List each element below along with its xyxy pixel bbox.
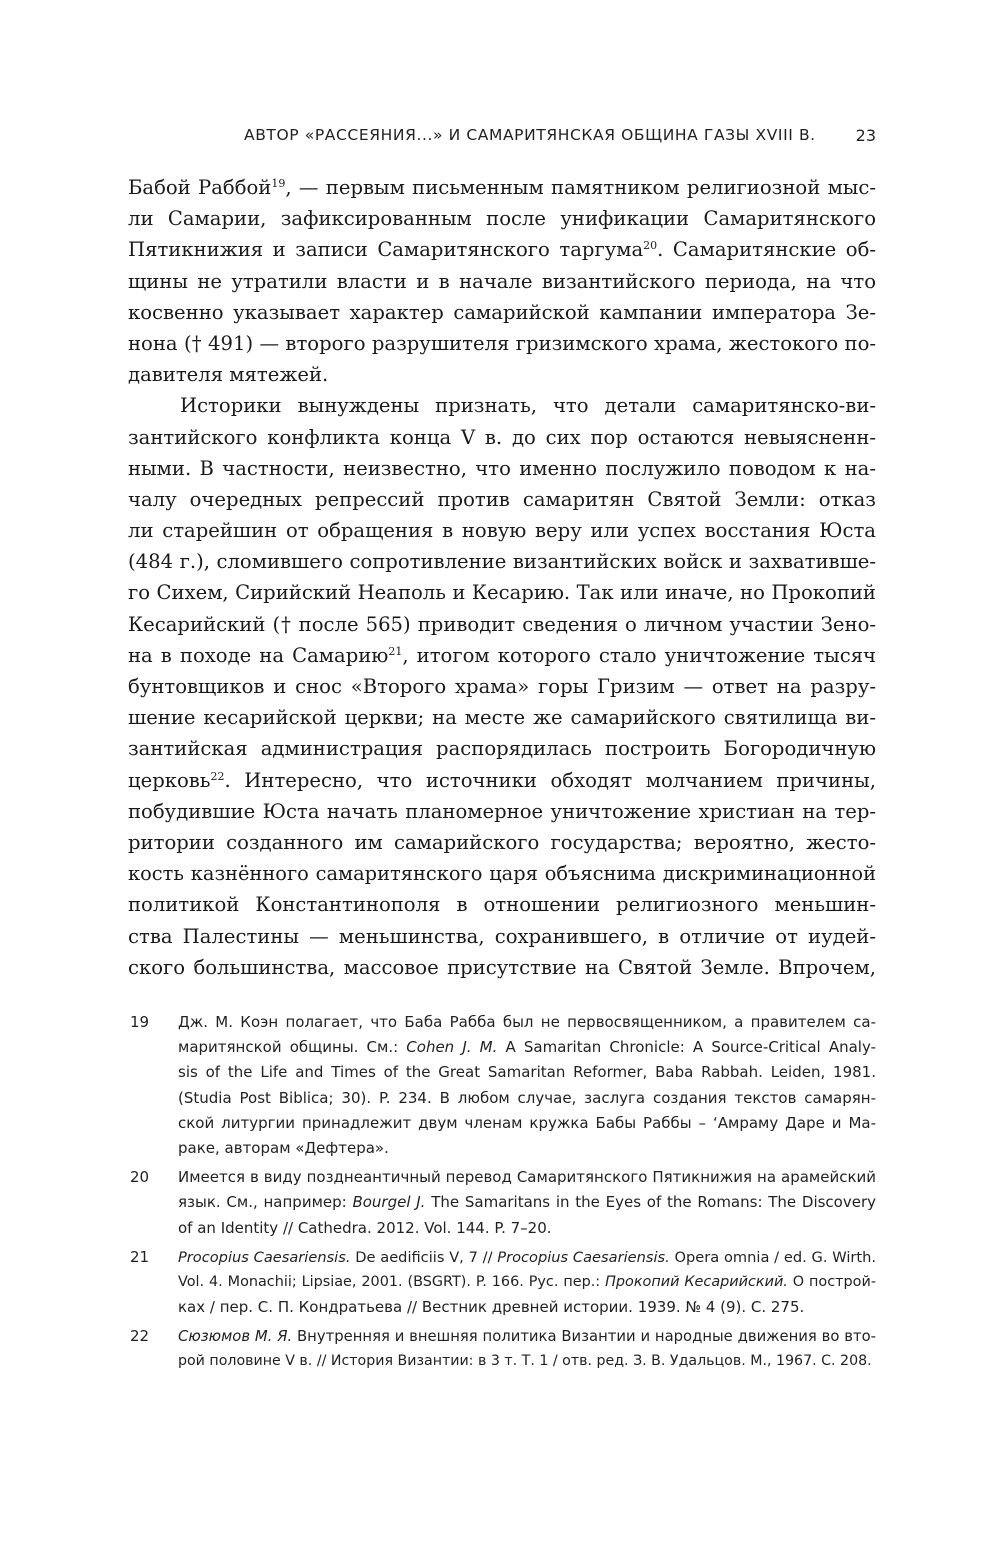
footnote-line: ках / пер. С. П. Кондратьева // Вестник древней истории. 1939. № 4 (9). С. 275. [178, 1298, 805, 1317]
footnote-ref-20[interactable]: 20 [643, 239, 658, 253]
footnote-line: Имеется в виду позднеантичный перевод Самаритянского Пятикнижия на арамейский [178, 1168, 876, 1187]
footnote-22 [128, 1324, 876, 1374]
main-text [128, 172, 876, 983]
text-line: чалу очередных репрессий против самаритян Святой Земли: отказ [128, 487, 876, 511]
text-line: побудившие Юста начать планомерное уничтожение христиан на тер- [128, 799, 876, 823]
text-line: Историки вынуждены признать, что детали самаритянско-ви- [180, 394, 876, 418]
text-line: щины не утратили власти и в начале византийского периода, на что [128, 269, 876, 293]
footnote-line: (Studia Post Biblica; 30). P. 234. В любом случае, заслуга создания текстов самарян- [178, 1088, 876, 1107]
text-line: кость казнённого самаритянского царя объяснима дискриминационной [128, 862, 876, 886]
text-line: политикой Константинополя в отношении религиозного меньшин- [128, 893, 876, 917]
footnote-line: sis of the Life and Times of the Great Samaritan Reformer, Baba Rabbah. Leiden, 1981. [178, 1063, 876, 1082]
footnote-ref-19[interactable]: 19 [271, 177, 286, 190]
footnote-line: маритянской общины. См.: Cohen J. M. A Samaritan Chronicle: A Source-Critical Analy- [178, 1038, 876, 1057]
text-line: Кесарийский († после 565) приводит сведения о личном участии Зено- [128, 612, 876, 636]
footnote-line: Сюзюмов М. Я. Внутренняя и внешняя политика Византии и народные движения во вто- [178, 1328, 876, 1346]
text-line: ли старейшин от обращения в новую веру или успех восстания Юста [128, 519, 876, 543]
footnote-21 [128, 1245, 876, 1321]
text-line: ского большинства, массовое присутствие на Святой Земле. Впрочем, [128, 955, 876, 979]
text-line: зантийского конфликта конца V в. до сих пор остаются невыясненн- [128, 425, 876, 449]
running-header [128, 118, 876, 148]
text-line: бунтовщиков и снос «Второго храма» горы Гризим — ответ на разру- [128, 675, 876, 698]
footnote-ref-22[interactable]: 22 [210, 769, 225, 783]
text-line: зантийская администрация распорядилась построить Богородичную [128, 737, 876, 761]
text-line: Бабой Раббой$^{19}$, — первым письменным памятником религиозной мыс- [128, 176, 876, 199]
text-line: на в походе на Самарию$^{21}$, итогом которого стало уничтожение тысяч [128, 643, 876, 667]
footnote-line: раке, авторам «Дефтера». [178, 1138, 389, 1157]
text-line: ли Самарии, зафиксированным после унификации Самаритянского [128, 207, 876, 231]
text-line: ритории созданного им самарийского государства; вероятно, жесто- [128, 830, 876, 854]
footnote-line: язык. См., например: Bourgel J. The Samaritans in the Eyes of the Romans: The Discovery [178, 1193, 876, 1212]
running-title: АВТОР «РАССЕЯНИЯ...» И САМАРИТЯНСКАЯ ОБЩИНА ГАЗЫ XVIII В. [244, 126, 816, 144]
text-line: давителя мятежей. [128, 363, 329, 387]
footnote-ref-21[interactable]: 21 [388, 644, 403, 658]
footnote-number: 21 [130, 1247, 150, 1266]
text-line: го Сихем, Сирийский Неаполь и Кесарию. Так или иначе, но Прокопий [128, 581, 876, 605]
footnote-line: Procopius Caesariensis. De aedificiis V, 7 // Procopius Caesariensis. Opera omnia / ed. G. Wirth. [178, 1248, 876, 1266]
footnote-line: рой половине V в. // История Византии: в 3 т. Т. 1 / отв. ред. З. В. Удальцов. М., 1967. С. 208. [178, 1353, 872, 1370]
text-line: ства Палестины — меньшинства, сохранившего, в отличие от иудей- [128, 924, 876, 948]
text-line: ными. В частности, неизвестно, что именно послужило поводом к на- [128, 456, 876, 480]
text-line: шение кесарийской церкви; на месте же самарийского святилища ви- [128, 706, 876, 730]
text-line: нона († 491) — второго разрушителя гризимского храма, жестокого по- [128, 331, 876, 355]
text-line: Пятикнижия и записи Самаритянского таргума$^{20}$. Самаритянские об- [128, 238, 876, 262]
footnote-line: ской литургии принадлежит двум членам кружка Бабы Раббы – ‘Амраму Даре и Ма- [178, 1113, 876, 1132]
page-number: 23 [855, 126, 876, 145]
footnote-20 [128, 1165, 876, 1241]
footnote-number: 22 [130, 1327, 150, 1346]
text-line: церковь$^{22}$. Интересно, что источники обходят молчанием причины, [128, 768, 876, 792]
text-line: (484 г.), сломившего сопротивление византийских войск и захвативше- [128, 550, 876, 574]
footnote-line: of an Identity // Cathedra. 2012. Vol. 144. P. 7–20. [178, 1218, 552, 1237]
footnote-line: Дж. М. Коэн полагает, что Баба Рабба был не первосвященником, а правителем са- [178, 1013, 876, 1031]
footnote-line: Vol. 4. Monachii; Lipsiae, 2001. (BSGRT). P. 166. Рус. пер.: Прокопий Кесарийский. О построй- [178, 1273, 876, 1290]
footnote-number: 20 [130, 1168, 150, 1187]
text-line: косвенно указывает характер самарийской кампании императора Зе- [128, 300, 876, 324]
footnote-number: 19 [130, 1013, 150, 1031]
footnotes [128, 1010, 876, 1379]
footnote-19 [128, 1010, 876, 1161]
